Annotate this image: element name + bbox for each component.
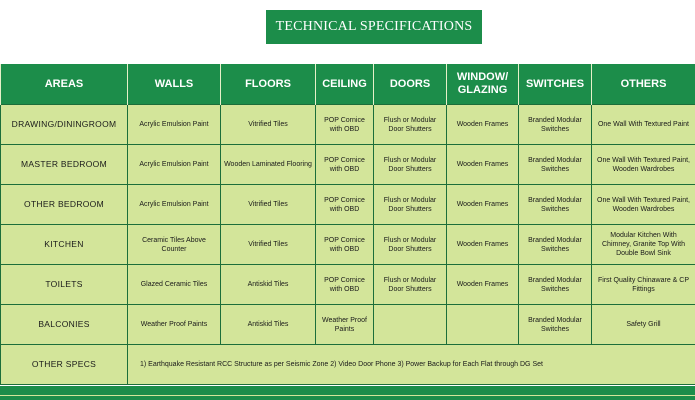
area-cell: KITCHEN: [1, 225, 128, 265]
walls-cell: Weather Proof Paints: [128, 305, 221, 345]
others-cell: First Quality Chinaware & CP Fittings: [592, 265, 695, 305]
other-specs-label: OTHER SPECS: [1, 345, 128, 385]
window-cell: Wooden Frames: [447, 145, 519, 185]
header-window-glazing: WINDOW/ GLAZING: [447, 64, 519, 105]
doors-cell: Flush or Modular Door Shutters: [374, 225, 447, 265]
ceiling-cell: POP Cornice with OBD: [316, 265, 374, 305]
header-floors: FLOORS: [221, 64, 316, 105]
table-row: [1, 225, 695, 265]
walls-cell: Acrylic Emulsion Paint: [128, 145, 221, 185]
header-areas: AREAS: [1, 64, 128, 105]
doors-cell: Flush or Modular Door Shutters: [374, 185, 447, 225]
table-row: [1, 265, 695, 305]
others-cell: One Wall With Textured Paint: [592, 105, 695, 145]
header-doors: DOORS: [374, 64, 447, 105]
header-switches: SWITCHES: [519, 64, 592, 105]
window-cell: Wooden Frames: [447, 185, 519, 225]
others-cell: Modular Kitchen With Chimney, Granite Top With Double Bowl Sink: [592, 225, 695, 265]
header-ceiling: CEILING: [316, 64, 374, 105]
table-row: [1, 105, 695, 145]
others-cell: One Wall With Textured Paint, Wooden Wardrobes: [592, 185, 695, 225]
ceiling-cell: POP Cornice with OBD: [316, 225, 374, 265]
switches-cell: Branded Modular Switches: [519, 265, 592, 305]
floors-cell: Vitrified Tiles: [221, 185, 316, 225]
area-cell: DRAWING/DININGROOM: [1, 105, 128, 145]
ceiling-cell: Weather Proof Paints: [316, 305, 374, 345]
area-cell: BALCONIES: [1, 305, 128, 345]
window-cell: Wooden Frames: [447, 225, 519, 265]
floors-cell: Vitrified Tiles: [221, 105, 316, 145]
walls-cell: Ceramic Tiles Above Counter: [128, 225, 221, 265]
ceiling-cell: POP Cornice with OBD: [316, 105, 374, 145]
floors-cell: Wooden Laminated Flooring: [221, 145, 316, 185]
others-cell: Safety Grill: [592, 305, 695, 345]
window-cell: Wooden Frames: [447, 105, 519, 145]
table-row: [1, 305, 695, 345]
walls-cell: Acrylic Emulsion Paint: [128, 105, 221, 145]
area-cell: MASTER BEDROOM: [1, 145, 128, 185]
doors-cell: Flush or Modular Door Shutters: [374, 265, 447, 305]
switches-cell: Branded Modular Switches: [519, 105, 592, 145]
walls-cell: Glazed Ceramic Tiles: [128, 265, 221, 305]
header-others: OTHERS: [592, 64, 695, 105]
window-cell: Wooden Frames: [447, 265, 519, 305]
switches-cell: Branded Modular Switches: [519, 225, 592, 265]
doors-cell: Flush or Modular Door Shutters: [374, 145, 447, 185]
switches-cell: Branded Modular Switches: [519, 185, 592, 225]
page-title-text: TECHNICAL SPECIFICATIONS: [275, 19, 473, 34]
doors-cell: [374, 305, 447, 345]
switches-cell: Branded Modular Switches: [519, 305, 592, 345]
ceiling-cell: POP Cornice with OBD: [316, 185, 374, 225]
floors-cell: Antiskid Tiles: [221, 265, 316, 305]
header-walls: WALLS: [128, 64, 221, 105]
walls-cell: Acrylic Emulsion Paint: [128, 185, 221, 225]
footer-divider: [0, 395, 695, 396]
window-cell: [447, 305, 519, 345]
floors-cell: Vitrified Tiles: [221, 225, 316, 265]
area-cell: TOILETS: [1, 265, 128, 305]
table-row: [1, 145, 695, 185]
page-title: [266, 10, 482, 44]
switches-cell: Branded Modular Switches: [519, 145, 592, 185]
floors-cell: Antiskid Tiles: [221, 305, 316, 345]
doors-cell: Flush or Modular Door Shutters: [374, 105, 447, 145]
others-cell: One Wall With Textured Paint, Wooden Wardrobes: [592, 145, 695, 185]
footer-bar: [0, 386, 695, 400]
other-specs-row: [1, 345, 695, 385]
other-specs-text: 1) Earthquake Resistant RCC Structure as per Seismic Zone 2) Video Door Phone 3) Power Backup for Each Flat through DG Set: [128, 345, 695, 385]
table-row: [1, 185, 695, 225]
specifications-table: [0, 64, 695, 385]
area-cell: OTHER BEDROOM: [1, 185, 128, 225]
table-header-row: [1, 64, 695, 105]
ceiling-cell: POP Cornice with OBD: [316, 145, 374, 185]
